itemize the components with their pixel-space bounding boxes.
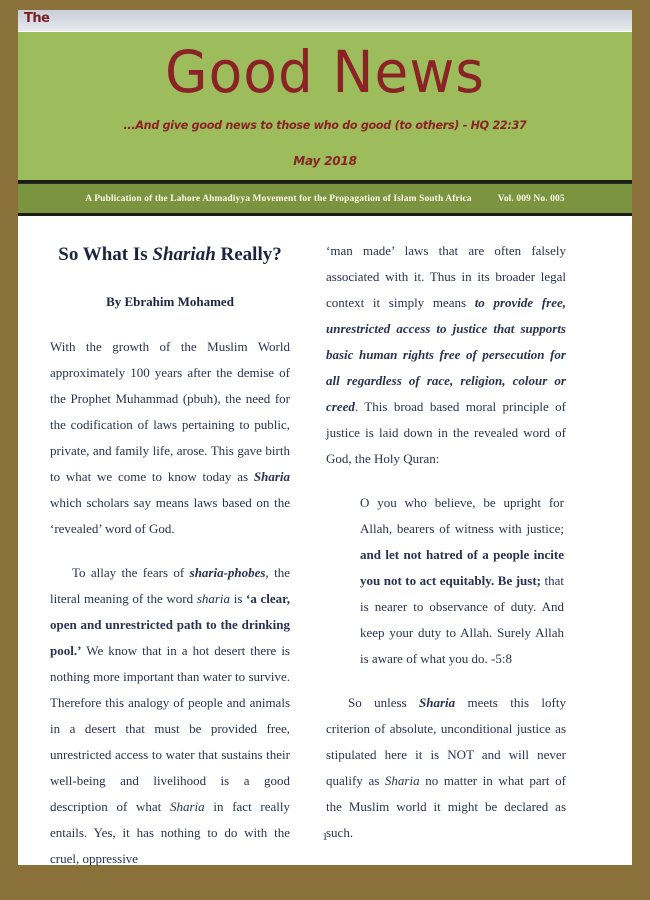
text-run: is [230, 591, 247, 606]
text-run: So unless [348, 695, 420, 710]
publication-banner [18, 183, 632, 216]
article-byline: By Ebrahim Mohamed [106, 294, 234, 309]
publication-credit: A Publication of the Lahore Ahmadiyya Movement for the Propagation of Islam South Africa [85, 193, 472, 204]
two-column-layout [50, 238, 602, 890]
paragraph [326, 690, 566, 846]
column-right [326, 238, 566, 864]
masthead-tagline: ...And give good news to those who do good (to others) - HQ 22:37 [123, 118, 527, 132]
text-run-emphasis: Sharia [253, 469, 290, 484]
column-left [50, 238, 290, 890]
text-run-emphasis: Sharia [419, 695, 456, 710]
top-gray-band [18, 10, 632, 32]
text-run: ‘man made’ laws that are often falsely associated with it. Thus in its broader legal context it simply means [326, 243, 566, 310]
text-run-italic: Sharia [384, 773, 420, 788]
text-run-italic: Sharia [170, 799, 205, 814]
page-title [50, 238, 290, 272]
paragraph [50, 560, 290, 872]
masthead-issue-date: May 2018 [293, 154, 357, 168]
text-run: O you who believe, be upright for Allah, bearers of witness with justice; [360, 495, 564, 536]
text-run: To allay the fears of [72, 565, 190, 580]
text-run: meets this lofty criterion of absolute, unconditional justice as stipulated here it is NOT and will never qualify as [326, 695, 566, 788]
article-content [18, 216, 632, 890]
text-run: in fact really entails. Yes, it has nothing to do with the cruel, oppressive [50, 799, 290, 866]
page-sheet [18, 10, 632, 865]
paragraph [326, 238, 566, 472]
text-run: . This broad based moral principle of justice is laid down in the revealed word of God, the Holy Quran: [326, 399, 566, 466]
text-run: With the growth of the Muslim World approximately 100 years after the demise of the Prophet Muhammad (pbuh), the need for the codification of laws pertaining to public, private, and family life, arose. This gave birth to what we come to know today as [50, 339, 290, 484]
article-title-part2: Really? [215, 244, 282, 265]
page-number: 1 [322, 831, 328, 843]
text-run-emphasis: to provide free, unrestricted access to justice that supports basic human rights free of persecution for all regardless of race, religion, colour or creed [326, 295, 566, 414]
quran-quotation [326, 490, 566, 672]
article-title-part1: So What Is [58, 244, 153, 265]
text-run-bold: ‘a clear, open and unrestricted path to the drinking pool.’ [50, 591, 291, 658]
volume-issue: Vol. 009 No. 005 [497, 193, 565, 204]
text-run: , the literal meaning of the word [50, 565, 291, 606]
masthead-title: Good News [165, 38, 485, 106]
text-run: We know that in a hot desert there is nothing more important than water to survive. Therefore this analogy of people and animals in a desert that must be provided free, unrestricted access to water that sustains their well-being and livelihood is a good description of what [50, 643, 290, 814]
paragraph [50, 334, 290, 542]
text-run-emphasis: sharia-phobes [189, 565, 266, 580]
masthead [18, 32, 632, 183]
masthead-the-word: The [24, 11, 50, 26]
text-run: that is nearer to observance of duty. And keep your duty to Allah. Surely Allah is aware of what you do. -5:8 [360, 573, 564, 666]
text-run: no matter in what part of the Muslim world it might be declared as such. [326, 773, 566, 840]
article-title-italic: Shariah [152, 244, 216, 265]
text-run-italic: sharia [196, 591, 231, 606]
text-run-bold: and let not hatred of a people incite you not to act equitably. Be just; [360, 547, 564, 588]
text-run: which scholars say means laws based on the ‘revealed’ word of God. [50, 495, 290, 536]
